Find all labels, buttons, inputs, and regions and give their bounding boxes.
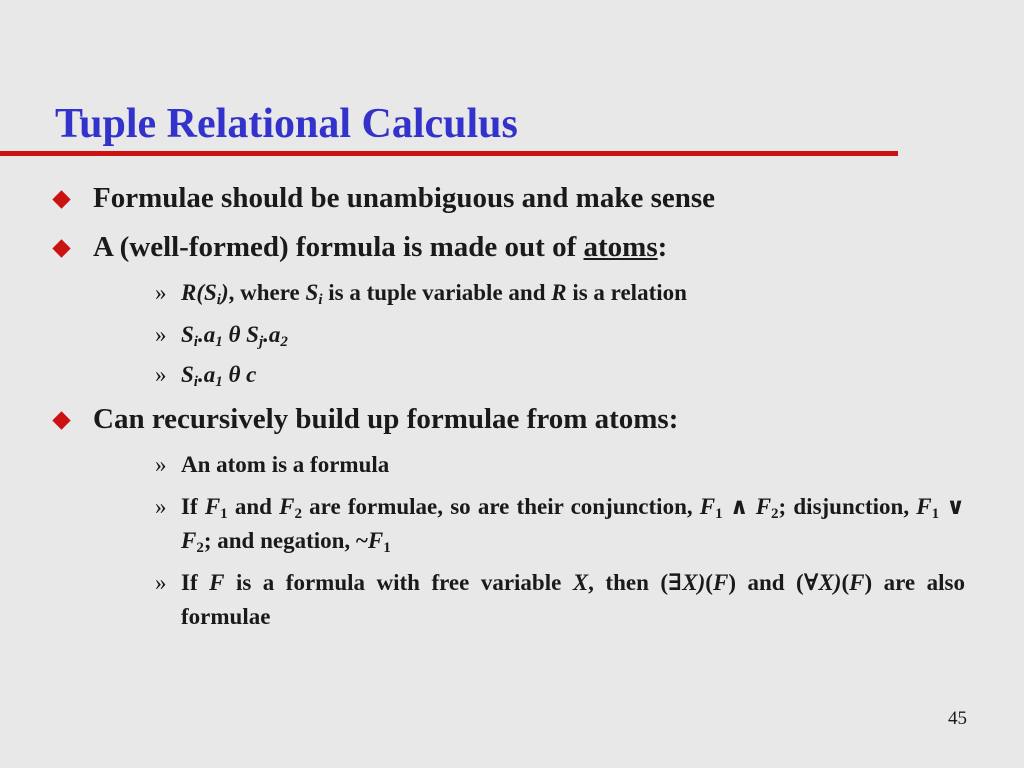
atom-part: S xyxy=(181,362,194,387)
atom-subscript: i xyxy=(216,292,221,308)
atom-subscript: 1 xyxy=(215,374,223,390)
atom-subscript: j xyxy=(258,334,264,350)
variable-symbol: X) xyxy=(818,570,842,595)
formula-subscript: 1 xyxy=(383,540,391,556)
atom-part: S xyxy=(246,322,259,347)
atom-part: is a relation xyxy=(566,280,687,305)
diamond-bullet-icon xyxy=(52,190,70,208)
formula-symbol: F xyxy=(204,494,221,519)
rule-part: If xyxy=(181,494,205,519)
formula-subscript: 2 xyxy=(196,540,204,556)
rule-part: and xyxy=(227,494,280,519)
bullet-text: Formulae should be unambiguous and make sense xyxy=(93,182,716,214)
variable-symbol: X) xyxy=(682,570,706,595)
slide-title: Tuple Relational Calculus xyxy=(55,101,518,147)
rule-part: ( xyxy=(841,570,850,595)
chevron-bullet-icon: » xyxy=(155,280,167,305)
atom-part: , where xyxy=(228,280,306,305)
atoms-term: atoms xyxy=(583,231,658,263)
formula-symbol: F xyxy=(181,528,197,553)
atom-subscript: i xyxy=(193,334,198,350)
atom-part: ) xyxy=(220,280,229,305)
atom-text xyxy=(181,318,965,352)
rule-text: An atom is a formula xyxy=(181,452,390,477)
formula-symbol: F xyxy=(712,570,729,595)
bullet-text-prefix: A (well-formed) formula is made out of xyxy=(93,231,584,263)
formula-symbol: F xyxy=(699,494,716,519)
atom-text xyxy=(181,276,965,310)
rule-part: ; disjunction, xyxy=(778,494,917,519)
chevron-bullet-icon: » xyxy=(155,494,167,519)
page-number: 45 xyxy=(948,708,967,729)
formula-symbol: F xyxy=(209,570,225,595)
rule-part: ( xyxy=(705,570,713,595)
conjunction-symbol: ∧ xyxy=(722,494,756,519)
formula-symbol: F xyxy=(916,494,932,519)
rule-part: ) are also formulae xyxy=(181,570,965,629)
atom-part: S xyxy=(181,322,194,347)
disjunction-symbol: ∨ xyxy=(939,494,965,519)
exists-quantifier: , then (∃ xyxy=(588,570,683,595)
diamond-bullet-icon xyxy=(52,239,70,257)
chevron-bullet-icon: » xyxy=(155,570,167,595)
variable-symbol: X xyxy=(572,570,589,595)
atom-part: R(S xyxy=(181,280,217,305)
atom-subscript: i xyxy=(318,292,323,308)
chevron-bullet-icon: » xyxy=(155,452,167,477)
formula-subscript: 2 xyxy=(771,506,779,522)
atom-text xyxy=(181,358,965,392)
rule-text xyxy=(181,566,965,634)
forall-quantifier: ) and (∀ xyxy=(728,570,819,595)
bullet-text: Can recursively build up formulae from atoms: xyxy=(93,403,679,435)
atom-subscript: 2 xyxy=(280,334,288,350)
title-divider xyxy=(0,151,898,156)
rule-part: is a formula with free variable xyxy=(224,570,573,595)
formula-symbol: F xyxy=(755,494,772,519)
chevron-bullet-icon: » xyxy=(155,362,167,387)
atom-part: R xyxy=(551,280,567,305)
diamond-bullet-icon xyxy=(52,411,70,429)
atom-part: c xyxy=(246,362,257,387)
formula-symbol: F xyxy=(279,494,295,519)
atom-part: .a xyxy=(197,362,216,387)
formula-subscript: 1 xyxy=(715,506,723,522)
atom-subscript: 1 xyxy=(215,334,223,350)
formula-subscript: 1 xyxy=(931,506,940,522)
atom-part: S xyxy=(305,280,319,305)
formula-subscript: 1 xyxy=(220,506,228,522)
theta-symbol: θ xyxy=(222,362,247,387)
chevron-bullet-icon: » xyxy=(155,322,167,347)
bullet-text xyxy=(93,229,667,265)
rule-text xyxy=(181,490,965,558)
formula-subscript: 2 xyxy=(294,506,302,522)
formula-symbol: F xyxy=(849,570,865,595)
rule-part: are formulae, so are their conjunction, xyxy=(301,494,700,519)
theta-symbol: θ xyxy=(222,322,247,347)
bullet-text-suffix: : xyxy=(657,231,668,263)
formula-symbol: F xyxy=(367,528,384,553)
atom-subscript: i xyxy=(193,374,198,390)
atom-part: .a xyxy=(197,322,216,347)
atom-part: .a xyxy=(263,322,281,347)
rule-part: ; and negation, ~ xyxy=(203,528,368,553)
atom-part: is a tuple variable and xyxy=(322,280,552,305)
rule-part: If xyxy=(181,570,210,595)
